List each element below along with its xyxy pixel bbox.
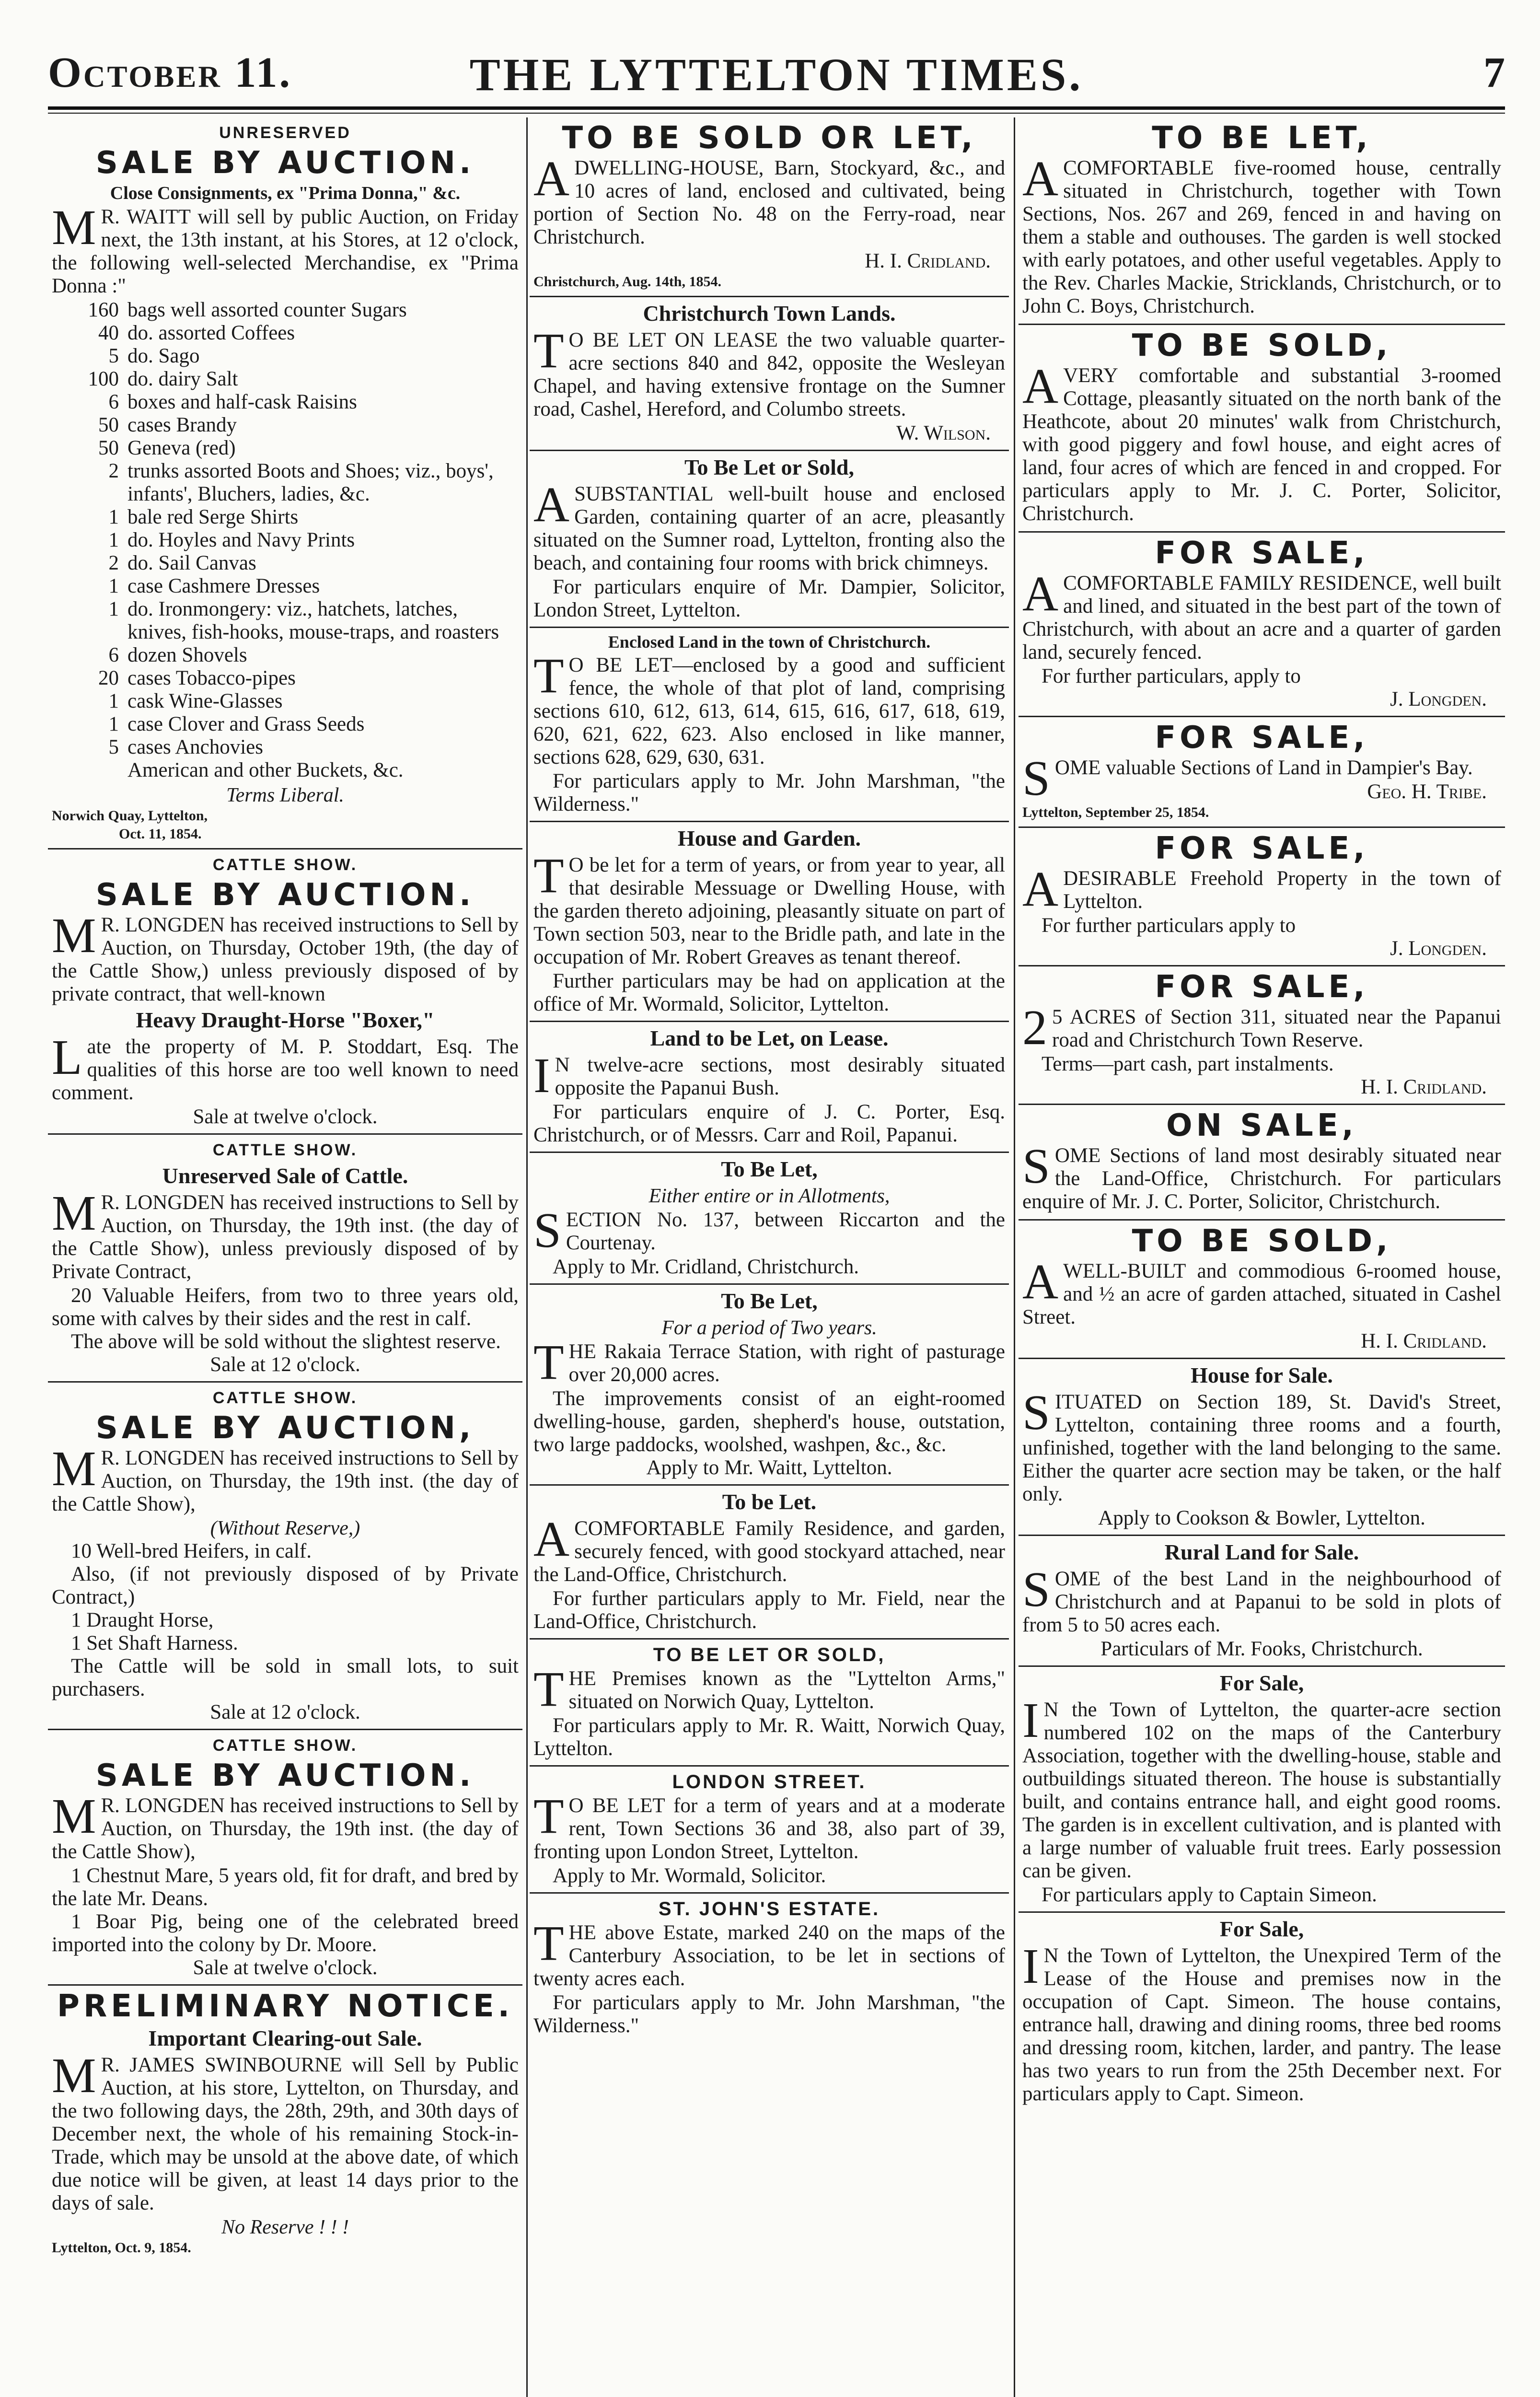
ad-headline: For Sale, <box>1219 1671 1304 1695</box>
ad-contact: Apply to Mr. Cridland, Christchurch. <box>553 1256 859 1278</box>
ad-headline: For Sale, <box>1219 1917 1304 1941</box>
item-text: bags well assorted counter Sugars <box>127 299 407 321</box>
item-quantity: 5 <box>108 345 119 367</box>
list-item <box>52 529 519 552</box>
ad-body: TO be let for a term of years, or from year to year, all that desirable Messuage or Dwelling House, with the garden thereto adjoining, pleasantly situate on part of Town section 503, near to the Bridle path, and late in the occupation of Mr. Robert Greaves as tenant thereof. <box>533 848 1005 968</box>
ad-headline: PRELIMINARY NOTICE. <box>57 1989 513 2024</box>
ad-headline: SALE BY AUCTION, <box>95 1410 475 1446</box>
item-quantity: 2 <box>108 552 119 574</box>
ad-terms: Terms—part cash, part instalments. <box>1042 1053 1334 1075</box>
item-quantity: 1 <box>108 713 119 735</box>
ad-body: AWELL-BUILT and commodious 6-roomed house, and ½ an acre of garden attached, situated in Cashel Street. <box>1022 1254 1501 1328</box>
advertisement <box>530 451 1009 628</box>
ad-footer: Sale at twelve o'clock. <box>193 1105 378 1128</box>
item-text: boxes and half-cask Raisins <box>127 391 357 413</box>
ad-contact: Apply to Mr. Wormald, Solicitor. <box>553 1864 826 1887</box>
item-text: case Clover and Grass Seeds <box>127 713 365 735</box>
item-text: Geneva (red) <box>127 437 236 459</box>
ad-item: 1 Draught Horse, <box>71 1609 214 1631</box>
advertisement <box>530 822 1009 1022</box>
ad-reserve: No Reserve ! ! ! <box>221 2216 349 2238</box>
item-text: do. Ironmongery: viz., hatchets, latches, knives, fish-hooks, mouse-traps, and roasters <box>127 598 499 643</box>
item-quantity: 40 <box>98 322 119 344</box>
page-number: 7 <box>1483 49 1505 96</box>
ad-headline: House and Garden. <box>677 826 861 850</box>
ad-body: IN the Town of Lyttelton, the quarter-acre section numbered 102 on the maps of the Canterbury Association, together with the dwelling-house, stable and outbuildings situated thereon. The house is substantially built, and contains entrance hall, and eight good rooms. The garden is in excellent cultivation, and is planted with a large number of valuable fruit trees. Early possession can be given. <box>1022 1693 1501 1882</box>
item-text: do. dairy Salt <box>127 368 238 390</box>
issue-date: October 11. <box>48 49 292 96</box>
advertisement <box>530 1022 1009 1153</box>
item-quantity: 50 <box>98 437 119 459</box>
advertisement <box>1019 325 1505 533</box>
ad-contact: For particulars apply to Captain Simeon. <box>1042 1884 1377 1906</box>
list-item <box>52 322 519 345</box>
ad-headline: FOR SALE, <box>1155 535 1369 571</box>
advertisement <box>530 628 1009 822</box>
ad-contact: For particulars apply to Mr. R. Waitt, Norwich Quay, Lyttelton. <box>533 1714 1005 1760</box>
list-item <box>52 391 519 414</box>
ad-signature: H. I. Cridland. <box>1361 1330 1487 1352</box>
ad-subhead: Either entire or in Allotments, <box>648 1185 890 1207</box>
ad-item: 1 Chestnut Mare, 5 years old, fit for draft, and bred by the late Mr. Deans. <box>52 1864 519 1910</box>
ad-kicker: CATTLE SHOW. <box>212 1736 358 1755</box>
ad-body: ACOMFORTABLE FAMILY RESIDENCE, well built and lined, and situated in the best part of the town of Christchurch, with about an acre and a quarter of garden land, securely fenced. <box>1022 566 1501 663</box>
ad-contact: For particulars enquire of J. C. Porter, Esq. Christchurch, or of Messrs. Carr and Roil, Papanui. <box>533 1101 1005 1146</box>
ad-contact: Particulars of Mr. Fooks, Christchurch. <box>1100 1638 1423 1660</box>
list-item <box>52 598 519 644</box>
ad-signature: J. Longden. <box>1390 688 1487 710</box>
advertisement <box>1019 828 1505 966</box>
ad-headline: FOR SALE, <box>1155 969 1369 1005</box>
advertisement <box>1019 1667 1505 1913</box>
list-item <box>52 736 519 759</box>
ad-body: THE Premises known as the "Lyttelton Arms," situated on Norwich Quay, Lyttelton. <box>533 1662 1005 1717</box>
ad-subhead: Unreserved Sale of Cattle. <box>162 1164 408 1188</box>
item-quantity: 6 <box>108 391 119 413</box>
ad-headline: TO BE LET OR SOLD, <box>653 1644 886 1665</box>
ad-headline: TO BE LET, <box>1152 120 1372 156</box>
ad-kicker: CATTLE SHOW. <box>212 1389 358 1407</box>
ad-headline: Land to be Let, on Lease. <box>650 1026 889 1050</box>
advertisement <box>1019 1105 1505 1221</box>
item-quantity: 100 <box>88 368 119 390</box>
ad-detail: The improvements consist of an eight-roomed dwelling-house, garden, shepherd's house, outstation, two large paddocks, woolshed, washpen, &c., &c. <box>533 1387 1005 1456</box>
ad-body: IN twelve-acre sections, most desirably situated opposite the Papanui Bush. <box>533 1048 1005 1103</box>
item-quantity: 6 <box>108 644 119 666</box>
ad-contact: For further particulars apply to <box>1042 914 1296 937</box>
ad-body: MR. JAMES SWINBOURNE will Sell by Public Auction, at his store, Lyttelton, on Thursday, and the two following days, the 28th, 29th, and 30th days of December next, the whole of his remaining Stock-in-Trade, which may be unsold at the above date, of which due notice will be given, at least 14 days prior to the days of sale. <box>52 2048 519 2214</box>
advertisement <box>1019 533 1505 717</box>
goods-list <box>52 299 519 782</box>
ad-body: ACOMFORTABLE five-roomed house, centrally situated in Christchurch, together with Town Sections, Nos. 267 and 269, fenced in and having on them a stable and outhouses. The garden is well stocked with early potatoes, and other useful vegetables. Apply to the Rev. Charles Mackie, Stricklands, Christchurch, or to John C. Boys, Christchurch. <box>1022 151 1501 317</box>
ad-body: ASUBSTANTIAL well-built house and enclosed Garden, containing quarter of an acre, pleasantly situated on the Sumner road, Lyttelton, fronting also the beach, and containing four rooms with brick chimneys. <box>533 477 1005 574</box>
list-item <box>52 299 519 322</box>
ad-detail: Late the property of M. P. Stoddart, Esq. The qualities of this horse are too well known to need comment. <box>52 1030 519 1104</box>
item-quantity: 1 <box>108 529 119 551</box>
list-item <box>52 713 519 736</box>
ad-headline: Enclosed Land in the town of Christchurch. <box>608 632 931 652</box>
ad-headline: ST. JOHN'S ESTATE. <box>658 1898 880 1920</box>
ad-body: MR. LONGDEN has received instructions to Sell by Auction, on Thursday, the 19th inst. (the day of the Cattle Show), <box>52 1789 519 1863</box>
item-quantity: 50 <box>98 414 119 436</box>
ad-body: MR. WAITT will sell by public Auction, on Friday next, the 13th instant, at his Stores, at 12 o'clock, the following well-selected Merchandise, ex "Prima Donna :" <box>52 200 519 297</box>
ad-place: Norwich Quay, Lyttelton, <box>52 808 208 824</box>
ad-headline: FOR SALE, <box>1155 720 1369 756</box>
advertisement <box>530 1486 1009 1640</box>
ad-date: Lyttelton, September 25, 1854. <box>1022 804 1209 820</box>
ad-kicker: CATTLE SHOW. <box>212 1141 358 1159</box>
ad-also: Also, (if not previously disposed of by Private Contract,) <box>52 1563 519 1608</box>
advertisement <box>48 1135 522 1383</box>
list-item <box>52 506 519 529</box>
ad-body: SECTION No. 137, between Riccarton and the Courtenay. <box>533 1203 1005 1258</box>
item-quantity: 1 <box>108 506 119 528</box>
ad-body: MR. LONGDEN has received instructions to Sell by Auction, on Thursday, October 19th, (the day of the Cattle Show,) unless previously disposed of by private contract, that well-known <box>52 908 519 1005</box>
ad-headline: TO BE SOLD, <box>1132 328 1392 363</box>
ad-kicker: UNRESERVED <box>219 124 351 142</box>
ad-body: 25 ACRES of Section 311, situated near the Papanui road and Christchurch Town Reserve. <box>1022 1000 1501 1055</box>
ad-note: The Cattle will be sold in small lots, to suit purchasers. <box>52 1655 519 1700</box>
list-item <box>52 644 519 667</box>
item-text: do. Sago <box>127 345 200 367</box>
item-quantity: 5 <box>108 736 119 758</box>
list-item <box>52 575 519 598</box>
ad-headline: TO BE SOLD, <box>1132 1223 1392 1259</box>
ad-body: AVERY comfortable and substantial 3-roomed Cottage, pleasantly situated on the north bank of the Heathcote, about 20 minutes' walk from Christchurch, with good piggery and fowl house, and eight acres of land, four acres of which are fenced in and cropped. For particulars apply to Mr. J. C. Porter, Solicitor, Christchurch. <box>1022 359 1501 525</box>
ad-body: SITUATED on Section 189, St. David's Street, Lyttelton, containing three rooms and a fourth, unfinished, together with the land belonging to the same. Either the quarter acre section may be taken, or the half only. <box>1022 1385 1501 1505</box>
ad-headline: LONDON STREET. <box>672 1771 867 1792</box>
advertisement <box>530 1640 1009 1767</box>
ad-body: THE above Estate, marked 240 on the maps of the Canterbury Association, to be let in sections of twenty acres each. <box>533 1916 1005 1990</box>
ad-body: TO BE LET ON LEASE the two valuable quarter-acre sections 840 and 842, opposite the Wesleyan Chapel, and having extensive frontage on the Sumner road, Cashel, Hereford, and Columbo streets. <box>533 323 1005 420</box>
list-item <box>52 552 519 575</box>
ad-headline: ON SALE, <box>1166 1108 1357 1143</box>
ad-feature: Heavy Draught-Horse "Boxer," <box>136 1008 435 1032</box>
item-text: bale red Serge Shirts <box>127 506 299 528</box>
ad-headline: FOR SALE, <box>1155 831 1369 866</box>
item-text: cases Brandy <box>127 414 237 436</box>
ad-item: 20 Valuable Heifers, from two to three years old, some with calves by their sides and the rest in calf. <box>52 1284 519 1330</box>
ad-headline: To Be Let, <box>721 1157 818 1181</box>
list-item <box>52 368 519 391</box>
ad-body: TO BE LET—enclosed by a good and sufficient fence, the whole of that plot of land, comprising sections 610, 612, 613, 614, 615, 616, 617, 618, 619, 620, 621, 622, 623. Also enclosed in like manner, sections 628, 629, 630, 631. <box>533 648 1005 768</box>
ad-headline: To be Let. <box>722 1489 817 1514</box>
ad-footer: Sale at 12 o'clock. <box>210 1701 360 1723</box>
ad-item: 1 Set Shaft Harness. <box>71 1632 238 1654</box>
ad-contact: Apply to Cookson & Bowler, Lyttelton. <box>1098 1507 1425 1529</box>
ad-body: ADWELLING-HOUSE, Barn, Stockyard, &c., and 10 acres of land, enclosed and cultivated, being portion of Section No. 48 on the Ferry-road, near Christchurch. <box>533 151 1005 248</box>
list-item <box>52 690 519 713</box>
ad-terms: Terms Liberal. <box>226 784 344 806</box>
ad-headline: SALE BY AUCTION. <box>95 1758 475 1793</box>
masthead <box>48 43 1505 110</box>
item-text: dozen Shovels <box>127 644 247 666</box>
item-quantity <box>52 759 127 782</box>
ad-body: TO BE LET for a term of years and at a moderate rent, Town Sections 36 and 38, also part of 39, fronting upon London Street, Lyttelton. <box>533 1789 1005 1863</box>
item-quantity: 1 <box>108 598 119 620</box>
advertisement <box>530 1285 1009 1486</box>
ad-subhead: For a period of Two years. <box>661 1317 877 1339</box>
item-text: cask Wine-Glasses <box>127 690 283 712</box>
advertisement <box>530 297 1009 451</box>
list-item <box>52 759 519 782</box>
ad-body: IN the Town of Lyttelton, the Unexpired Term of the Lease of the House and premises now in the occupation of Capt. Simeon. The house contains, entrance hall, drawing and dining rooms, three bed rooms and dressing room, kitchen, larder, and pantry. The lease has two years to run from the 25th December next. For particulars apply to Capt. Simeon. <box>1022 1939 1501 2105</box>
ad-body: MR. LONGDEN has received instructions to Sell by Auction, on Thursday, the 19th inst. (the day of the Cattle Show), unless previously disposed of by Private Contract, <box>52 1186 519 1283</box>
item-quantity: 160 <box>88 299 119 321</box>
advertisement <box>48 1986 522 2262</box>
ad-contact: For particulars apply to Mr. John Marshman, "the Wilderness." <box>533 770 1005 815</box>
list-item <box>52 414 519 437</box>
ad-body: ADESIRABLE Freehold Property in the town of Lyttelton. <box>1022 861 1501 917</box>
item-text: do. assorted Coffees <box>127 322 295 344</box>
list-item <box>52 345 519 368</box>
ad-signature: H. I. Cridland. <box>865 250 991 272</box>
item-text: cases Anchovies <box>127 736 264 758</box>
ad-headline: To Be Let, <box>721 1289 818 1313</box>
item-text: American and other Buckets, &c. <box>127 759 404 781</box>
ad-headline: TO BE SOLD OR LET, <box>562 120 977 156</box>
item-text: case Cashmere Dresses <box>127 575 320 597</box>
item-text: cases Tobacco-pipes <box>127 667 296 689</box>
ad-body: SOME valuable Sections of Land in Dampier's Bay. <box>1022 751 1473 806</box>
ad-contact: For further particulars, apply to <box>1042 665 1301 687</box>
ad-date: Christchurch, Aug. 14th, 1854. <box>533 274 721 290</box>
ad-signature: H. I. Cridland. <box>1361 1076 1487 1098</box>
advertisement <box>48 1730 522 1986</box>
ad-headline: Rural Land for Sale. <box>1164 1540 1359 1564</box>
column-middle <box>530 117 1009 2397</box>
newspaper-title: THE LYTTELTON TIMES. <box>469 49 1084 100</box>
item-text: trunks assorted Boots and Shoes; viz., boys', infants', Bluchers, ladies, &c. <box>127 460 494 505</box>
advertisement <box>1019 966 1505 1105</box>
advertisement <box>1019 1221 1505 1359</box>
ad-body: SOME of the best Land in the neighbourhood of Christchurch and at Papanui to be sold in plots of from 5 to 50 acres each. <box>1022 1562 1501 1636</box>
ad-body: MR. LONGDEN has received instructions to Sell by Auction, on Thursday, the 19th inst. (the day of the Cattle Show), <box>52 1441 519 1515</box>
list-item <box>52 460 519 506</box>
item-quantity: 20 <box>98 667 119 689</box>
advertisement <box>530 1767 1009 1894</box>
item-quantity: 1 <box>108 690 119 712</box>
ad-signature: J. Longden. <box>1390 937 1487 960</box>
advertisement <box>530 117 1009 297</box>
list-item <box>52 437 519 460</box>
ad-headline: Christchurch Town Lands. <box>643 301 896 326</box>
column-divider <box>526 117 528 2397</box>
item-quantity: 1 <box>108 575 119 597</box>
advertisement <box>530 1894 1009 2042</box>
column-divider <box>1014 117 1015 2397</box>
list-item <box>52 667 519 690</box>
advertisement <box>1019 1536 1505 1667</box>
advertisement <box>1019 1913 1505 2111</box>
ad-headline: SALE BY AUCTION. <box>95 145 475 181</box>
advertisement <box>48 117 522 849</box>
masthead-rule <box>48 106 1505 114</box>
ad-subhead: Close Consignments, ex "Prima Donna," &c. <box>110 183 461 203</box>
advertisement <box>1019 117 1505 325</box>
ad-note: The above will be sold without the slightest reserve. <box>71 1330 501 1353</box>
ad-contact: Apply to Mr. Waitt, Lyttelton. <box>646 1456 892 1479</box>
ad-reserve: (Without Reserve,) <box>210 1517 360 1539</box>
ad-body: THE Rakaia Terrace Station, with right of pasturage over 20,000 acres. <box>533 1335 1005 1390</box>
ad-item: 10 Well-bred Heifers, in calf. <box>71 1540 312 1562</box>
ad-headline: To Be Let or Sold, <box>684 455 854 479</box>
advertisement <box>1019 717 1505 828</box>
item-text: do. Sail Canvas <box>127 552 256 574</box>
ad-body: ACOMFORTABLE Family Residence, and garden, securely fenced, with good stockyard attached, near the Land-Office, Christchurch. <box>533 1512 1005 1586</box>
ad-body: SOME Sections of land most desirably situated near the Land-Office, Christchurch. For particulars enquire of Mr. J. C. Porter, Solicitor, Christchurch. <box>1022 1139 1501 1213</box>
ad-headline: House for Sale. <box>1191 1363 1333 1387</box>
ad-item: 1 Boar Pig, being one of the celebrated breed imported into the colony by Dr. Moore. <box>52 1910 519 1956</box>
ad-kicker: CATTLE SHOW. <box>212 856 358 874</box>
ad-contact: Further particulars may be had on application at the office of Mr. Wormald, Solicitor, Lyttelton. <box>533 970 1005 1015</box>
ad-contact: For further particulars apply to Mr. Field, near the Land-Office, Christchurch. <box>533 1587 1005 1633</box>
ad-signature: W. Wilson. <box>896 422 991 444</box>
ad-contact: For particulars enquire of Mr. Dampier, Solicitor, London Street, Lyttelton. <box>533 576 1005 621</box>
ad-date: Oct. 11, 1854. <box>119 826 202 842</box>
column-right <box>1019 117 1505 2397</box>
ad-contact: For particulars apply to Mr. John Marshman, "the Wilderness." <box>533 1991 1005 2037</box>
ad-date: Lyttelton, Oct. 9, 1854. <box>52 2240 191 2256</box>
advertisement <box>48 1383 522 1730</box>
ad-headline: SALE BY AUCTION. <box>95 877 475 913</box>
item-quantity: 2 <box>108 460 119 482</box>
item-text: do. Hoyles and Navy Prints <box>127 529 355 551</box>
advertisement <box>48 849 522 1135</box>
ad-signature: Geo. H. Tribe. <box>1367 780 1487 803</box>
ad-subhead: Important Clearing-out Sale. <box>148 2026 422 2050</box>
ad-footer: Sale at twelve o'clock. <box>193 1956 378 1979</box>
column-left <box>48 117 522 2397</box>
ad-footer: Sale at 12 o'clock. <box>210 1353 360 1376</box>
advertisement <box>1019 1359 1505 1536</box>
advertisement <box>530 1153 1009 1285</box>
